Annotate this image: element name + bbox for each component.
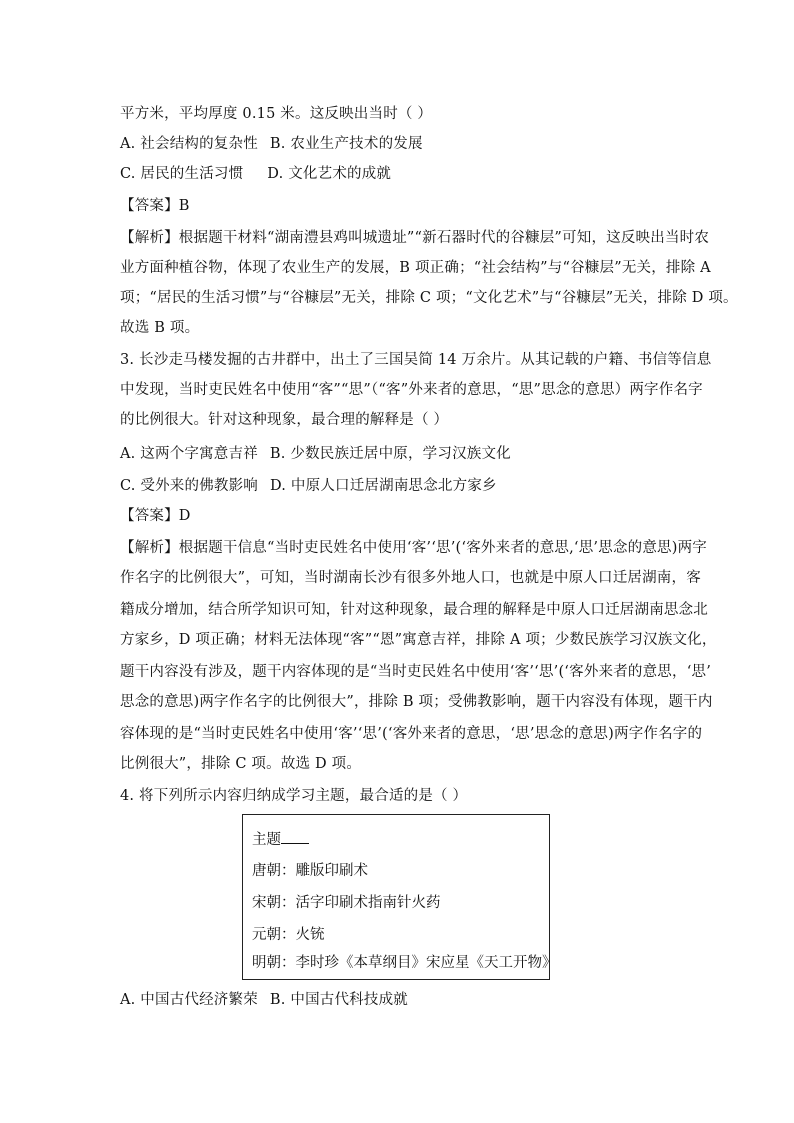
q3-stem-line: 3. 长沙走马楼发掘的古井群中，出土了三国吴简 14 万余片。从其记载的户籍、书信等信息 [120, 352, 712, 368]
q2-analysis-line: 业方面种植谷物，体现了农业生产的发展，B 项正确；“社会结构”与“谷糠层”无关，排除 A [120, 260, 711, 276]
q3-option-b: B. 少数民族迁居中原，学习汉族文化 [269, 446, 511, 462]
q3-answer: 【答案】D [120, 508, 191, 524]
q4-option-a: A. 中国古代经济繁荣 [120, 992, 258, 1008]
q2-options-cd [120, 164, 680, 184]
q4-options-ab [120, 990, 680, 1010]
q3-stem-line: 中发现，当时吏民姓名中使用“客”“思”（“客”外来者的意思，“思”思念的意思）两字作名字 [120, 382, 703, 398]
q3-option-d: D. 中原人口迁居湖南思念北方家乡 [270, 478, 497, 494]
q2-analysis-line: 项；“居民的生活习惯”与“谷糠层”无关，排除 C 项；“文化艺术”与“谷糠层”无关，排除 D 项。 [120, 290, 738, 306]
q2-answer: 【答案】B [120, 198, 190, 214]
q3-option-a: A. 这两个字寓意吉祥 [120, 446, 258, 462]
q4-content-box [242, 814, 557, 980]
q2-analysis-line: 【解析】根据题干材料“湖南澧县鸡叫城遗址”“新石器时代的谷糠层”可知，这反映出当时农 [120, 230, 710, 246]
q3-analysis-line: 籍成分增加，结合所学知识可知，针对这种现象，最合理的解释是中原人口迁居湖南思念北 [120, 602, 708, 618]
q4-box-row: 元朝：火铳 [252, 927, 325, 943]
q2-options-ab [120, 134, 680, 154]
q4-box-title-blank [281, 829, 309, 844]
q3-stem-line: 的比例很大。针对这种现象，最合理的解释是（ ） [120, 412, 449, 428]
q3-analysis-line: 容体现的是“当时吏民姓名中使用‘客’‘思’(‘客外来者的意思，‘思’思念的意思)两字作名字的 [120, 726, 703, 742]
q3-analysis-line: 比例很大”，排除 C 项。故选 D 项。 [120, 756, 362, 772]
q3-analysis-line: 方家乡，D 项正确；材料无法体现“客”“恩”寓意吉祥，排除 A 项；少数民族学习汉族文化， [120, 632, 717, 648]
q2-option-b: B. 农业生产技术的发展 [269, 136, 423, 152]
q3-options-ab [120, 444, 680, 464]
q3-analysis-line: 作名字的比例很大”，可知，当时湖南长沙有很多外地人口，也就是中原人口迁居湖南，客 [120, 570, 701, 586]
q4-option-b: B. 中国古代科技成就 [269, 992, 408, 1008]
q2-option-d: D. 文化艺术的成就 [267, 166, 392, 182]
q3-analysis-line: 思念的意思)两字作名字的比例很大”，排除 B 项；受佛教影响，题干内容没有体现，题干内 [120, 694, 713, 710]
q2-option-a: A. 社会结构的复杂性 [120, 136, 258, 152]
q4-box-row: 宋朝：活字印刷术指南针火药 [252, 895, 441, 911]
q2-option-c: C. 居民的生活习惯 [120, 166, 244, 182]
q3-option-c: C. 受外来的佛教影响 [120, 478, 258, 494]
q4-stem: 4. 将下列所示内容归纳成学习主题，最合适的是（ ） [120, 788, 468, 804]
q4-box-row: 唐朝：雕版印刷术 [252, 863, 368, 879]
q2-analysis-line: 故选 B 项。 [120, 320, 200, 336]
q3-analysis-line: 题干内容没有涉及，题干内容体现的是“当时吏民姓名中使用‘客’‘思’(‘客外来者的意思，‘思’ [120, 664, 712, 680]
q2-stem-tail: 平方米，平均厚度 0.15 米。这反映出当时（ ） [120, 106, 433, 122]
q3-analysis-line: 【解析】根据题干信息“当时吏民姓名中使用‘客’‘思’(‘客外来者的意思,‘思’思念的意思)两字 [120, 540, 707, 556]
q4-box-row: 明朝：李时珍《本草纲目》宋应星《天工开物》 [252, 955, 557, 971]
q4-box-title: 主题 [252, 832, 281, 848]
q3-options-cd [120, 476, 680, 496]
q4-box-title-row [252, 829, 309, 850]
